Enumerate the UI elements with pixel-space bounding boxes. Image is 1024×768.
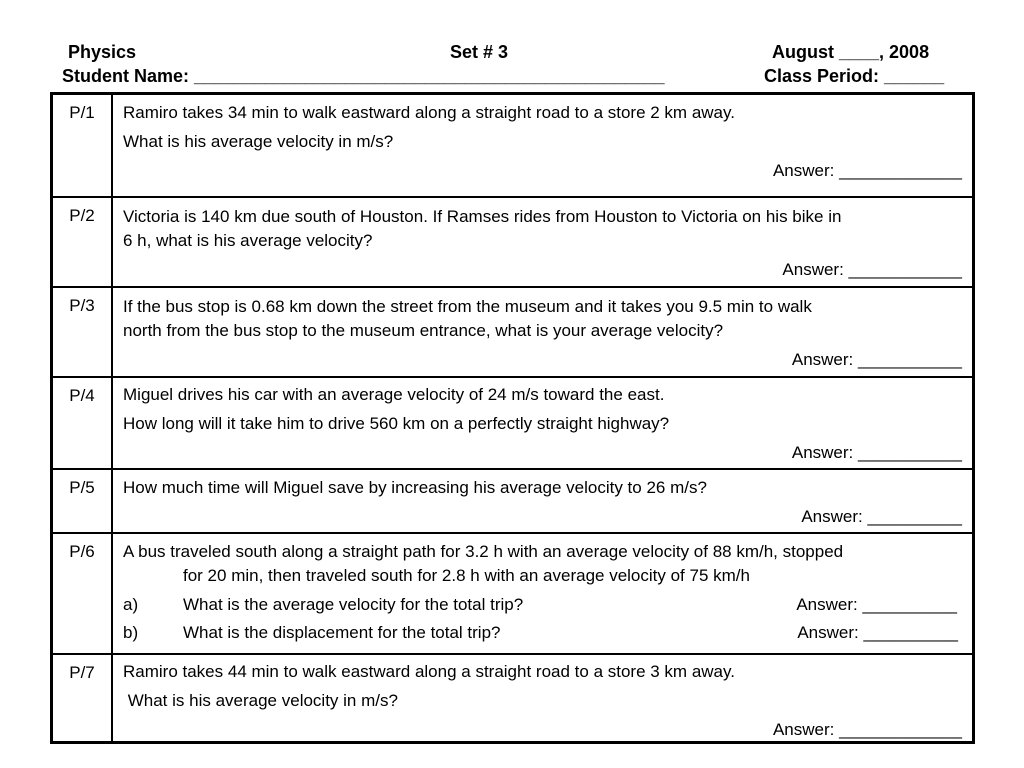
problem-number: P/3 [53, 288, 113, 376]
answer-blank: Answer: ___________ [791, 350, 962, 369]
problems-table [50, 92, 975, 744]
problem-number: P/5 [53, 470, 113, 532]
problem-text [123, 295, 962, 372]
problem-line: for 20 min, then traveled south for 2.8 h with an average velocity of 75 km/h [183, 566, 750, 585]
problem-text [123, 101, 962, 183]
problem-line: 6 h, what is his average velocity? [123, 231, 373, 250]
problem-text [123, 383, 962, 465]
problem-row [53, 534, 972, 655]
sub-question-label: a) [123, 595, 139, 614]
problem-line: Miguel drives his car with an average velocity of 24 m/s toward the east. [123, 385, 665, 404]
answer-blank: Answer: __________ [796, 595, 957, 614]
problem-line: If the bus stop is 0.68 km down the street from the museum and it takes you 9.5 min to walk [123, 297, 812, 316]
problem-text [123, 660, 962, 742]
problem-text [123, 205, 962, 282]
problem-line: Victoria is 140 km due south of Houston. If Ramses rides from Houston to Victoria on his bike in [123, 207, 842, 226]
problem-row [53, 95, 972, 198]
sub-question [123, 621, 962, 649]
problem-row [53, 470, 972, 534]
answer-blank: Answer: _____________ [772, 720, 962, 739]
problem-number: P/6 [53, 534, 113, 653]
class-period-label: Class Period: ______ [764, 66, 945, 86]
problem-line: A bus traveled south along a straight path for 3.2 h with an average velocity of 88 km/h, stopped [123, 542, 844, 561]
answer-blank: Answer: ____________ [782, 260, 962, 279]
worksheet-header [0, 0, 1024, 92]
problem-row [53, 198, 972, 288]
problem-row [53, 288, 972, 378]
problem-line: What is his average velocity in m/s? [123, 132, 394, 151]
problem-line: How much time will Miguel save by increasing his average velocity to 26 m/s? [123, 478, 707, 497]
problem-text [123, 476, 962, 529]
answer-blank: Answer: _____________ [772, 161, 962, 180]
answer-blank: Answer: ___________ [791, 443, 962, 462]
sub-question-label: b) [123, 623, 139, 642]
answer-blank: Answer: __________ [797, 623, 958, 642]
problem-number: P/1 [53, 95, 113, 196]
problem-row [53, 378, 972, 470]
problem-line: north from the bus stop to the museum entrance, what is your average velocity? [123, 321, 724, 340]
problem-line: How long will it take him to drive 560 km on a perfectly straight highway? [123, 414, 670, 433]
problem-row [53, 655, 972, 741]
problem-text [123, 540, 962, 649]
sub-question-text: What is the average velocity for the total trip? [183, 595, 524, 614]
student-name-label: Student Name: _______________________________________________ [62, 66, 665, 86]
problem-line: Ramiro takes 44 min to walk eastward along a straight road to a store 3 km away. [123, 662, 735, 681]
set-label: Set # 3 [450, 42, 509, 62]
problem-number: P/2 [53, 198, 113, 286]
problem-number: P/7 [53, 655, 113, 741]
problem-number: P/4 [53, 378, 113, 468]
sub-question [123, 593, 962, 621]
problem-line: Ramiro takes 34 min to walk eastward along a straight road to a store 2 km away. [123, 103, 735, 122]
subject-label: Physics [68, 42, 137, 62]
answer-blank: Answer: __________ [801, 507, 962, 526]
date-label: August ____, 2008 [772, 42, 930, 62]
sub-question-text: What is the displacement for the total trip? [183, 623, 501, 642]
problem-line: What is his average velocity in m/s? [123, 691, 398, 710]
